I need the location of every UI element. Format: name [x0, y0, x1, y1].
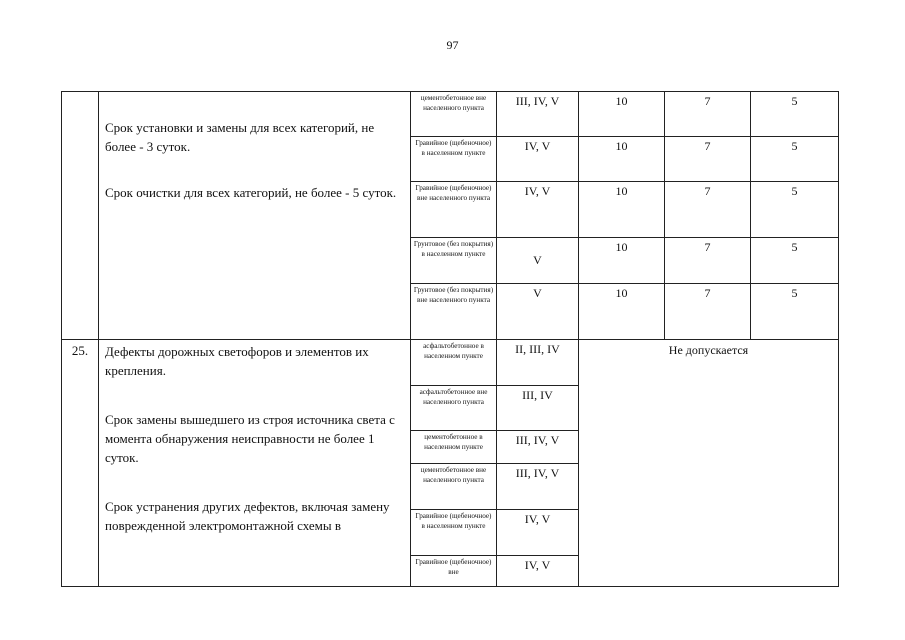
- road-type-cell: Гравийное (щебеночное) в населенном пункте: [411, 509, 497, 555]
- requirement-paragraph: Срок установки и замены для всех категорий, не более - 3 суток.: [105, 120, 375, 154]
- road-type-cell: цементобетонное вне населенного пункта: [411, 463, 497, 509]
- road-category-cell: IV, V: [497, 509, 579, 555]
- value-cell: 10: [579, 238, 665, 284]
- road-category-cell: III, IV: [497, 385, 579, 430]
- road-category-cell: IV, V: [497, 182, 579, 238]
- road-type-cell: Гравийное (щебеночное) вне населенного пункта: [411, 182, 497, 238]
- requirement-description: [99, 92, 411, 340]
- road-type-cell: Грунтовое (без покрытия) вне населенного пункта: [411, 284, 497, 340]
- road-category-cell: V: [497, 284, 579, 340]
- road-category-cell: IV, V: [497, 137, 579, 182]
- value-cell: 5: [751, 238, 839, 284]
- item-number-cell: [62, 92, 99, 340]
- value-cell: 7: [665, 137, 751, 182]
- road-type-cell: Гравийное (щебеночное) вне: [411, 555, 497, 586]
- value-cell: 5: [751, 92, 839, 137]
- road-type-cell: Гравийное (щебеночное) в населенном пункте: [411, 137, 497, 182]
- road-category-cell: V: [497, 238, 579, 284]
- page-number: 97: [446, 38, 459, 52]
- requirement-paragraph: Срок очистки для всех категорий, не более - 5 суток.: [105, 185, 397, 200]
- value-cell: 10: [579, 92, 665, 137]
- requirements-table: [61, 91, 839, 587]
- road-category-cell: III, IV, V: [497, 92, 579, 137]
- road-type-cell: асфальтобетонное вне населенного пункта: [411, 385, 497, 430]
- value-cell: 7: [665, 92, 751, 137]
- road-type-cell: Грунтовое (без покрытия) в населенном пункте: [411, 238, 497, 284]
- table-row: [62, 92, 839, 137]
- requirement-description: [99, 340, 411, 587]
- table-row: [62, 340, 839, 385]
- road-category-cell: III, IV, V: [497, 430, 579, 463]
- road-category-cell: III, IV, V: [497, 463, 579, 509]
- road-type-cell: асфальтобетонное в населенном пункте: [411, 340, 497, 385]
- value-cell: 10: [579, 182, 665, 238]
- value-cell: 5: [751, 182, 839, 238]
- value-cell: 7: [665, 238, 751, 284]
- road-type-cell: цементобетонное вне населенного пункта: [411, 92, 497, 137]
- road-type-cell: цементобетонное в населенном пункте: [411, 430, 497, 463]
- item-number-cell: 25.: [62, 340, 99, 587]
- value-cell: 7: [665, 182, 751, 238]
- value-cell: 5: [751, 137, 839, 182]
- requirement-paragraph: Дефекты дорожных светофоров и элементов их крепления.: [105, 344, 369, 379]
- value-cell: 10: [579, 284, 665, 340]
- road-category-cell: IV, V: [497, 555, 579, 586]
- value-cell: 7: [665, 284, 751, 340]
- not-allowed-cell: Не допускается: [579, 340, 839, 587]
- value-cell: 10: [579, 137, 665, 182]
- value-cell: 5: [751, 284, 839, 340]
- requirement-paragraph: Срок замены вышедшего из строя источника света с момента обнаружения неисправности не более 1 суток.: [105, 412, 395, 466]
- road-category-cell: II, III, IV: [497, 340, 579, 385]
- requirement-paragraph: Срок устранения других дефектов, включая замену поврежденной электромонтажной схемы в: [105, 499, 390, 534]
